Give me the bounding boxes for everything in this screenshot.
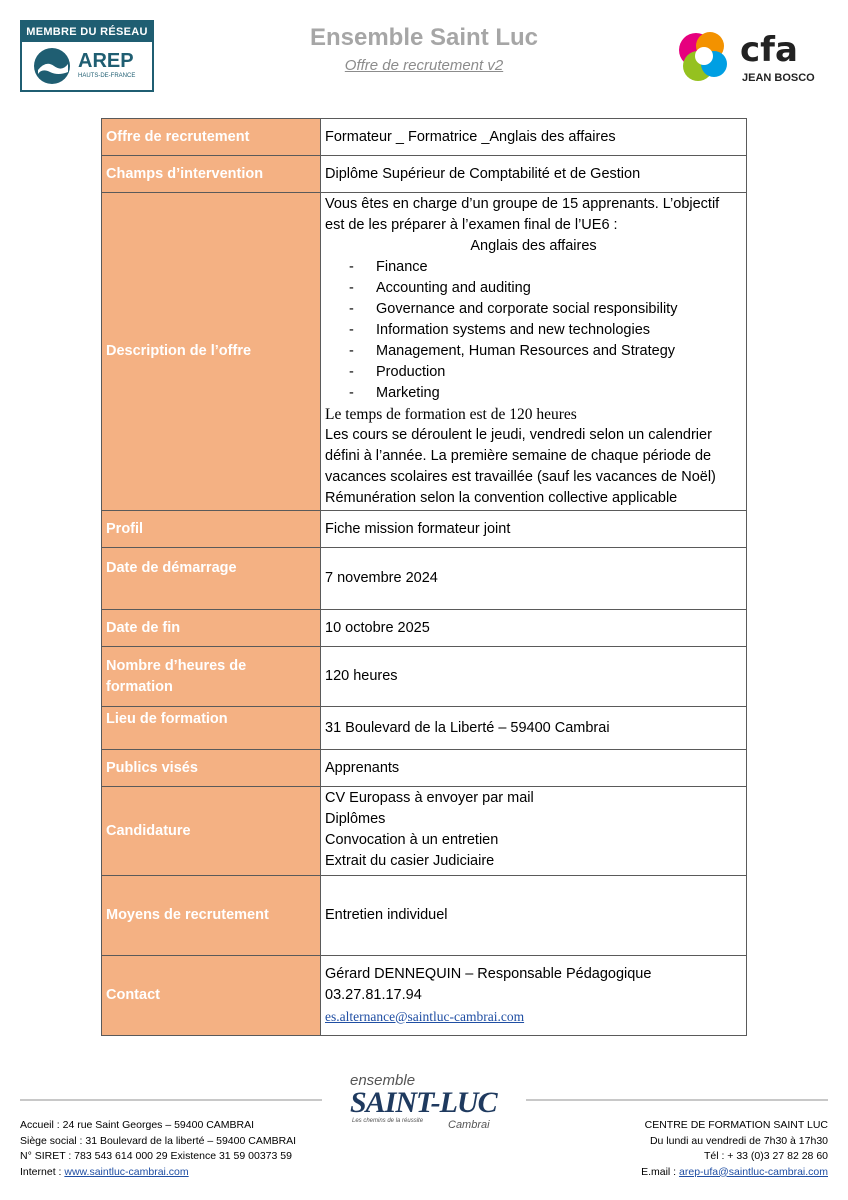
row-publics [102, 750, 747, 787]
footer-address: Accueil : 24 rue Saint Georges – 59400 CAMBRAI [20, 1119, 255, 1131]
description-intro: Vous êtes en charge d’un groupe de 15 apprenants. L’objectif est de les préparer à l’examen final de l’UE6 : [325, 196, 720, 233]
candidature-item: Diplômes [325, 811, 386, 827]
label-demarrage: Date de démarrage [102, 548, 321, 610]
website-link[interactable]: www.saintluc-cambrai.com [64, 1165, 189, 1178]
label-champs: Champs d’intervention [102, 156, 321, 193]
footer-internet: Internet : www.saintluc-cambrai.com [20, 1165, 189, 1178]
row-contact [102, 956, 747, 1036]
label-description: Description de l’offre [102, 193, 321, 511]
contact-phone: 03.27.81.17.94 [325, 986, 422, 1003]
footer-hours: Du lundi au vendredi de 7h30 à 17h30 [649, 1134, 828, 1147]
footer-headquarters: Siège social : 31 Boulevard de la liberté – 59400 CAMBRAI [20, 1134, 297, 1147]
row-fin [102, 610, 747, 647]
logo-tagline: Les chemins de la réussite [352, 1118, 424, 1124]
list-item: - Marketing [349, 383, 742, 404]
value-description [321, 193, 747, 511]
value-offre: Formateur _ Formatrice _Anglais des affaires [321, 119, 747, 156]
row-profil [102, 511, 747, 548]
arep-banner: MEMBRE DU RÉSEAU [22, 22, 152, 42]
cfa-subname: JEAN BOSCO [742, 72, 815, 84]
cfa-logo [676, 26, 836, 90]
candidature-item: Convocation à un entretien [325, 832, 499, 848]
value-demarrage: 7 novembre 2024 [321, 548, 747, 610]
page-title: Ensemble Saint Luc [309, 24, 539, 51]
description-duration: Le temps de formation est de 120 heures [325, 406, 577, 423]
candidature-item: Extrait du casier Judiciaire [325, 853, 495, 869]
list-item: - Information systems and new technologies [349, 320, 742, 341]
row-candidature [102, 787, 747, 876]
value-moyens: Entretien individuel [321, 876, 747, 956]
list-item: - Accounting and auditing [349, 278, 742, 299]
value-champs: Diplôme Supérieur de Comptabilité et de Gestion [321, 156, 747, 193]
label-moyens: Moyens de recrutement [102, 876, 321, 956]
page-subtitle: Offre de recrutement v2 [344, 57, 504, 74]
value-lieu: 31 Boulevard de la Liberté – 59400 Cambrai [321, 707, 747, 750]
email-link[interactable]: arep-ufa@saintluc-cambrai.com [679, 1165, 828, 1178]
footer-divider-left [20, 1099, 322, 1101]
footer-right [641, 1118, 828, 1180]
label-profil: Profil [102, 511, 321, 548]
row-offre [102, 119, 747, 156]
row-lieu [102, 707, 747, 750]
row-heures [102, 647, 747, 707]
value-heures: 120 heures [321, 647, 747, 707]
description-pay: Rémunération selon la convention collective applicable [325, 490, 678, 506]
footer-siret: N° SIRET : 783 543 614 000 29 Existence 31 59 00373 59 [20, 1150, 292, 1162]
label-candidature: Candidature [102, 787, 321, 876]
contact-name: Gérard DENNEQUIN – Responsable Pédagogique [325, 965, 652, 982]
list-item: - Management, Human Resources and Strategy [349, 341, 742, 362]
label-heures: Nombre d’heures de formation [102, 647, 321, 707]
label-offre: Offre de recrutement [102, 119, 321, 156]
arep-region: HAUTS-DE-FRANCE [78, 73, 136, 79]
list-item: - Governance and corporate social responsibility [349, 299, 742, 320]
value-profil: Fiche mission formateur joint [321, 511, 747, 548]
list-item: - Production [349, 362, 742, 383]
footer-left [20, 1118, 296, 1180]
description-schedule: Les cours se déroulent le jeudi, vendredi selon un calendrier défini à l’année. La première semaine de chaque période de vacances scolaires est travaillée (sauf les vacances de Noël) [325, 427, 716, 485]
logo-ensemble: ensemble [350, 1072, 416, 1089]
row-demarrage [102, 548, 747, 610]
logo-city: Cambrai [448, 1119, 490, 1131]
logo-name: SAINT-LUC [350, 1086, 497, 1119]
candidature-item: CV Europass à envoyer par mail [325, 790, 534, 806]
offer-table [101, 118, 747, 1036]
description-subject: Anglais des affaires [470, 238, 597, 254]
label-fin: Date de fin [102, 610, 321, 647]
label-publics: Publics visés [102, 750, 321, 787]
row-description [102, 193, 747, 511]
contact-email-link[interactable]: es.alternance@saintluc-cambrai.com [325, 1008, 525, 1024]
label-lieu: Lieu de formation [102, 707, 321, 750]
value-fin: 10 octobre 2025 [321, 610, 747, 647]
footer-email: E.mail : arep-ufa@saintluc-cambrai.com [641, 1165, 828, 1178]
label-contact: Contact [102, 956, 321, 1036]
value-publics: Apprenants [321, 750, 747, 787]
footer-center-name: CENTRE DE FORMATION SAINT LUC [644, 1119, 828, 1131]
saint-luc-logo [340, 1072, 510, 1134]
footer-phone: Tél : + 33 (0)3 27 82 28 60 [703, 1150, 828, 1162]
footer-divider-right [526, 1099, 828, 1101]
arep-name: AREP [78, 50, 134, 72]
row-champs [102, 156, 747, 193]
description-list [325, 257, 742, 404]
cfa-rings-icon [676, 26, 740, 90]
list-item: - Finance [349, 257, 742, 278]
row-moyens [102, 876, 747, 956]
value-contact [321, 956, 747, 1036]
cfa-name: cfa [740, 30, 798, 70]
value-candidature [321, 787, 747, 876]
